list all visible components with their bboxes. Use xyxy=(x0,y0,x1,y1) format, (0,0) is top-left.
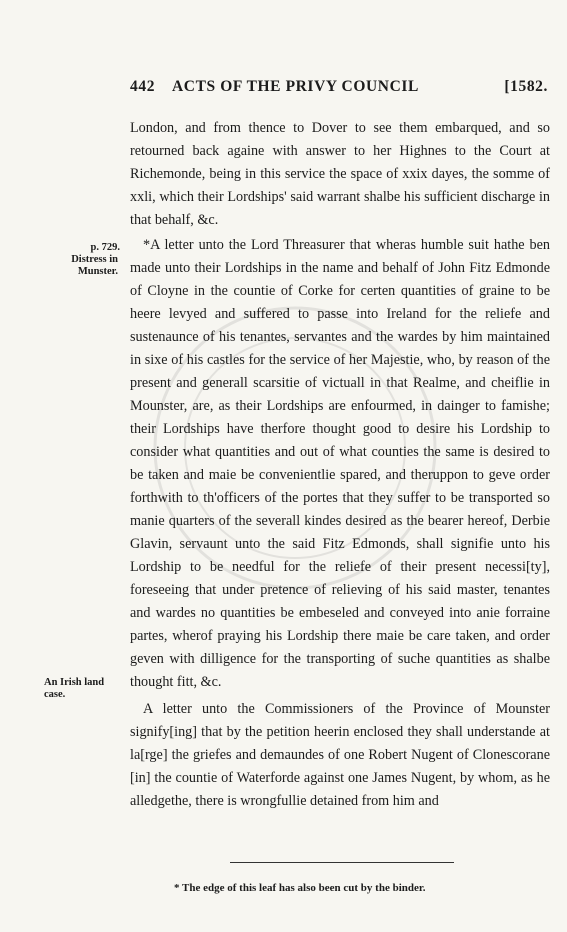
margin-note-irish-case: An Irish land case. xyxy=(44,677,105,700)
footnote: * The edge of this leaf has also been cut by the binder. xyxy=(174,882,426,894)
page-title: ACTS OF THE PRIVY COUNCIL xyxy=(172,78,419,95)
paragraph-2: *A letter unto the Lord Threasurer that wheras humble suit hathe ben made unto their Lordships in the name and behalf of John Fitz Edmonde of Cloyne in the countie of Corke for certen quantities of graine to be heere levyed and suffered to passe into Ireland for the reliefe and sustenaunce of his tenantes, servantes and the wardes by him maintained in sixe of his castles for the service of her Majestie, who, by reason of the present and generall scarsitie of victuall in that Realme, and cheiflie in Mounster, are, as their Lordships are enfourmed, in dainger to famishe; their Lordships have therfore thought good to desire his Lordship to consider what quantities and out of what counties the same is desired to be taken and maie be convenientlie spared, and theruppon to geve order forthwith to th'officers of the portes that they suffer to be transported so manie quarters of the severall kindes desired as the bearer hereof, Derbie Glavin, servaunt unto the said Fitz Edmonds, shall signifie unto his Lordship to be needful for the reliefe of their present necessi[ty], foreseeing that under pretence of relieving of his said master, tenantes and wardes no quantities be embeseled and conveyed into anie forraine partes, wherof praying his Lordship there maie be care taken, and order geven with dilligence for the transporting of suche quantities as shalbe thought fitt, &c. xyxy=(130,237,550,690)
paragraph-1: London, and from thence to Dover to see them embarqued, and so retourned back againe with answer to her Highnes to the Court at Richemonde, being in this service the space of xxix dayes, the somme of xxli, which their Lordships' said warrant shalbe his sufficient discharge in that behalf, &c. xyxy=(130,120,550,228)
header-year: [1582. xyxy=(504,78,548,95)
body-text xyxy=(130,117,550,813)
paragraph-3: A letter unto the Commissioners of the Province of Mounster signify[ing] that by the petition heerin enclosed they shall understande at la[rge] the griefes and demaundes of one Robert Nugent of Clonescorane [in] the countie of Waterforde against one James Nugent, by whom, as he alledgethe, there is wrongfullie detained from him and xyxy=(130,701,550,809)
margin-note-distress: Distress in Munster. xyxy=(71,254,118,277)
running-header xyxy=(130,78,548,100)
margin-page-reference: p. 729. xyxy=(90,242,120,253)
page-number: 442 xyxy=(130,78,156,95)
footnote-rule xyxy=(230,862,454,863)
